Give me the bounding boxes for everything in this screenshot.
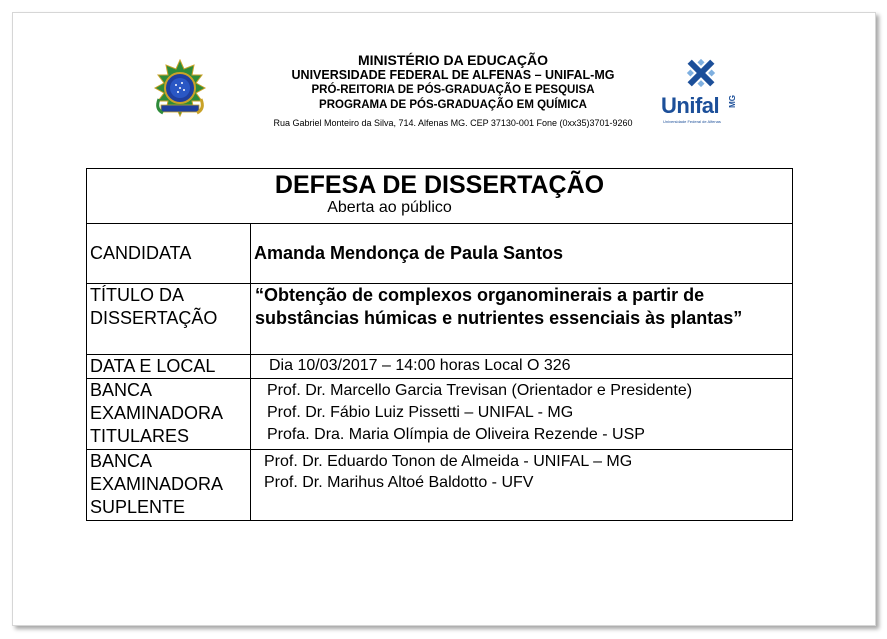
title-label-line: DISSERTAÇÃO (90, 308, 218, 328)
date-value: Dia 10/03/2017 – 14:00 horas Local O 326 (251, 355, 793, 379)
banca-titulares-list (251, 379, 793, 450)
label-line: TITULARES (90, 426, 190, 446)
unifal-logo-text: Unifal (661, 93, 720, 118)
unifal-mark-icon (683, 55, 719, 91)
label-line: BANCA (90, 451, 153, 471)
list-item: Prof. Dr. Eduardo Tonon de Almeida - UNIFAL – MG (264, 453, 633, 470)
banca-suplente-list (251, 450, 793, 521)
defense-notice-table (86, 168, 793, 521)
candidate-label: CANDIDATA (87, 224, 251, 284)
candidate-row (87, 224, 793, 284)
brazil-coat-of-arms-icon (151, 59, 209, 117)
label-line: EXAMINADORA (90, 403, 224, 423)
label-line: SUPLENTE (90, 497, 186, 517)
date-label: DATA E LOCAL (87, 355, 251, 379)
unifal-logo-subtitle: Universidade Federal de Alfenas (663, 119, 721, 124)
banca-suplente-label (87, 450, 251, 521)
ministry-name: MINISTÉRIO DA EDUCAÇÃO (357, 52, 549, 68)
title-value: “Obtenção de complexos organominerais a partir de substâncias húmicas e nutrientes essenciais às plantas” (251, 284, 793, 355)
notice-subtitle: Aberta ao público (327, 199, 452, 216)
list-item: Prof. Dr. Marihus Altoé Baldotto - UFV (264, 474, 534, 491)
notice-title: DEFESA DE DISSERTAÇÃO (274, 171, 605, 199)
letterhead-text (223, 53, 683, 131)
university-name: UNIVERSIDADE FEDERAL DE ALFENAS – UNIFAL-MG (291, 68, 615, 82)
title-row (87, 284, 793, 355)
date-row (87, 355, 793, 379)
document-page (12, 12, 876, 626)
pro-rectorate-name: PRÓ-REITORIA DE PÓS-GRADUAÇÃO E PESQUISA (311, 84, 595, 96)
banca-titulares-label (87, 379, 251, 450)
label-line: BANCA (90, 380, 153, 400)
banca-titulares-row (87, 379, 793, 450)
letterhead (13, 13, 875, 143)
title-label-line: TÍTULO DA (90, 285, 185, 305)
banca-suplente-row (87, 450, 793, 521)
unifal-logo-mg: MG (728, 95, 737, 108)
list-item: Prof. Dr. Marcello Garcia Trevisan (Orientador e Presidente) (267, 382, 693, 399)
label-line: EXAMINADORA (90, 474, 224, 494)
notice-title-cell (87, 169, 793, 224)
unifal-logo (661, 55, 741, 125)
address-line: Rua Gabriel Monteiro da Silva, 714. Alfenas MG. CEP 37130-001 Fone (0xx35)3701-9260 (273, 118, 633, 128)
candidate-value: Amanda Mendonça de Paula Santos (251, 224, 793, 284)
list-item: Prof. Dr. Fábio Luiz Pissetti – UNIFAL - MG (267, 404, 574, 421)
list-item: Profa. Dra. Maria Olímpia de Oliveira Rezende - USP (267, 426, 645, 443)
title-label (87, 284, 251, 355)
program-name: PROGRAMA DE PÓS-GRADUAÇÃO EM QUÍMICA (319, 99, 587, 111)
